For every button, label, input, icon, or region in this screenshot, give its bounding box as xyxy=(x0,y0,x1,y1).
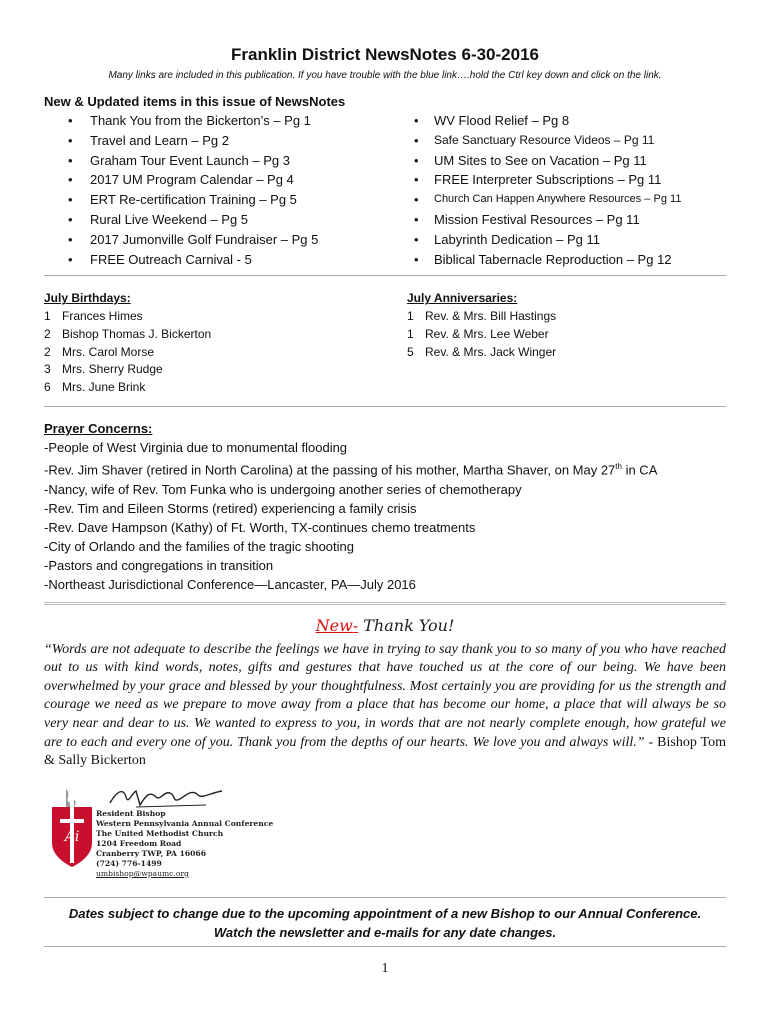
toc-item-golf-fundraiser[interactable]: • 2017 Jumonville Golf Fundraiser – Pg 5 xyxy=(44,230,408,250)
toc-item-wv-flood[interactable]: • WV Flood Relief – Pg 8 xyxy=(408,111,726,131)
toc-item-rural-live[interactable]: • Rural Live Weekend – Pg 5 xyxy=(44,210,408,230)
list-item: -People of West Virginia due to monumental flooding xyxy=(44,440,348,456)
list-item: 2 Bishop Thomas J. Bickerton xyxy=(44,326,212,341)
bishop-email-link[interactable]: umbishop@wpaumc.org xyxy=(96,868,189,878)
svg-text:Ai: Ai xyxy=(64,828,80,845)
list-item: -Nancy, wife of Rev. Tom Funka who is undergoing another series of chemotherapy xyxy=(44,481,522,497)
divider xyxy=(44,602,726,605)
date-change-notice: Dates subject to change due to the upcoming appointment of a new Bishop to our Annual Conference. Watch the newsletter and e-mails for any date changes. xyxy=(68,905,702,940)
toc-item-mission-festival[interactable]: • Mission Festival Resources – Pg 11 xyxy=(408,210,726,230)
thank-you-heading: New- Thank You! xyxy=(315,615,455,635)
list-item: -Rev. Jim Shaver (retired in North Carolina) at the passing of his mother, Martha Shaver, on May 27th in CA xyxy=(44,462,658,478)
list-item: -Rev. Dave Hampson (Kathy) of Ft. Worth, TX-continues chemo treatments xyxy=(44,519,476,535)
new-badge: New xyxy=(315,615,353,635)
list-item: 6 Mrs. June Brink xyxy=(44,379,146,394)
letterhead-address: Resident Bishop Western Pennsylvania Annual Conference The United Methodist Church 1204 Freedom Road Cranberry TWP, PA 16066 (724) 776-1499 umbishop@wpaumc.org xyxy=(96,808,274,878)
toc-item-interpreter[interactable]: • FREE Interpreter Subscriptions – Pg 11 xyxy=(408,170,726,190)
list-item: 1 Rev. & Mrs. Lee Weber xyxy=(407,326,549,341)
birthdays-heading: July Birthdays: xyxy=(44,291,131,306)
bishop-letterhead xyxy=(44,785,726,878)
toc-item-graham-tour[interactable]: • Graham Tour Event Launch – Pg 3 xyxy=(44,151,408,171)
divider xyxy=(44,275,726,276)
toc-item-tabernacle[interactable]: • Biblical Tabernacle Reproduction – Pg 12 xyxy=(408,250,726,270)
list-item: -Rev. Tim and Eileen Storms (retired) experiencing a family crisis xyxy=(44,500,417,516)
newsletter-page xyxy=(44,44,726,977)
list-item: 1 Frances Himes xyxy=(44,309,143,324)
toc-item-labyrinth[interactable]: • Labyrinth Dedication – Pg 11 xyxy=(408,230,726,250)
thank-you-letter: “Words are not adequate to describe the feelings we have in trying to say thank you to so many of you who have reached out to us with kind words, notes, gifts and gestures that have touched us at the core of our being. We have been overwhelmed by your grace and blessed by your thoughtfulness. Most certainly you are providing for us the strength and courage we need as we prepare to move away from a place that has become our home, a place that will always be so very near and dear to us. We wanted to express to you, in words that are not nearly complete enough, how grateful we are to each and every one of you. Thank you from the depths of our hearts. We love you and always will.” - Bishop Tom & Sally Bickerton xyxy=(44,641,726,769)
letter-signoff: - Bishop Tom & Sally Bickerton xyxy=(44,734,726,769)
cross-and-flame-logo-icon xyxy=(44,785,100,869)
celebrations-section xyxy=(44,290,726,396)
list-item: 3 Mrs. Sherry Rudge xyxy=(44,362,163,377)
divider xyxy=(44,897,726,898)
link-help-text: Many links are included in this publication. If you have trouble with the blue link….hold the Ctrl key down and click on the link. xyxy=(108,70,662,81)
toc-item-thank-you[interactable]: • Thank You from the Bickerton’s – Pg 1 xyxy=(44,111,408,131)
list-item: -Pastors and congregations in transition xyxy=(44,557,274,573)
list-item: 1 Rev. & Mrs. Bill Hastings xyxy=(407,309,557,324)
list-item: 5 Rev. & Mrs. Jack Winger xyxy=(407,344,557,359)
toc-item-ert-training[interactable]: • ERT Re-certification Training – Pg 5 xyxy=(44,190,408,210)
anniversaries-block xyxy=(407,290,726,396)
divider xyxy=(44,946,726,947)
toc-item-travel-learn[interactable]: • Travel and Learn – Pg 2 xyxy=(44,131,408,151)
table-of-contents xyxy=(44,111,726,269)
birthdays-block xyxy=(44,290,407,396)
page-number: 1 xyxy=(381,960,389,976)
anniversaries-heading: July Anniversaries: xyxy=(407,291,518,306)
toc-right-column xyxy=(408,111,726,269)
prayer-concerns xyxy=(44,419,726,593)
toc-item-um-sites[interactable]: • UM Sites to See on Vacation – Pg 11 xyxy=(408,151,726,171)
list-item: -City of Orlando and the families of the tragic shooting xyxy=(44,538,354,554)
list-item: 2 Mrs. Carol Morse xyxy=(44,344,155,359)
toc-item-safe-sanctuary[interactable]: • Safe Sanctuary Resource Videos – Pg 11 xyxy=(408,131,726,151)
toc-item-church-anywhere[interactable]: • Church Can Happen Anywhere Resources – Pg 11 xyxy=(408,190,726,210)
divider xyxy=(44,406,726,407)
prayer-heading: Prayer Concerns: xyxy=(44,421,153,437)
page-title: Franklin District NewsNotes 6-30-2016 xyxy=(230,45,539,64)
toc-left-column xyxy=(44,111,408,269)
toc-item-program-calendar[interactable]: • 2017 UM Program Calendar – Pg 4 xyxy=(44,170,408,190)
toc-item-outreach-carnival[interactable]: • FREE Outreach Carnival - 5 xyxy=(44,250,408,270)
list-item: -Northeast Jurisdictional Conference—Lancaster, PA—July 2016 xyxy=(44,576,416,592)
signature-icon xyxy=(106,785,226,811)
toc-heading: New & Updated items in this issue of NewsNotes xyxy=(44,94,346,109)
